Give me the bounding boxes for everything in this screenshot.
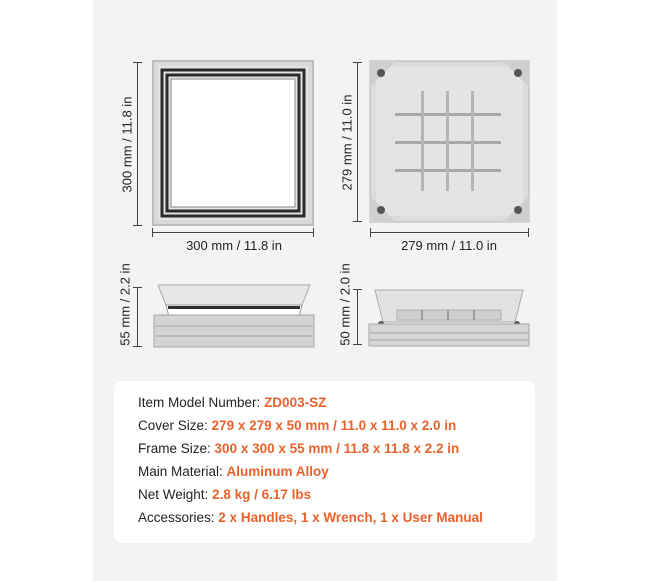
cover-side-view-image <box>369 286 529 346</box>
spec-net-weight <box>138 487 311 502</box>
dimension-tick <box>133 225 142 226</box>
spec-value: 2.8 kg / 6.17 lbs <box>212 487 312 502</box>
spec-label: Cover Size: <box>138 418 208 433</box>
dimension-tick <box>133 287 142 288</box>
cover-depth-dimension-line <box>357 289 358 345</box>
frame-height-dimension-line <box>137 62 138 226</box>
spec-label: Net Weight: <box>138 487 209 502</box>
dimension-tick <box>353 289 362 290</box>
spec-label: Item Model Number: <box>138 395 261 410</box>
spec-accessories <box>138 510 483 525</box>
dimension-tick <box>313 228 314 237</box>
dimension-tick <box>353 221 362 222</box>
spec-cover-size <box>138 418 456 433</box>
spec-value: Aluminum Alloy <box>226 464 329 479</box>
spec-label: Frame Size: <box>138 441 211 456</box>
dimension-tick <box>528 228 529 237</box>
frame-width-dimension-line <box>152 232 314 233</box>
cover-height-dimension-line <box>357 62 358 222</box>
frame-side-view-image <box>154 285 314 347</box>
frame-top-view-image <box>152 60 314 226</box>
spec-label: Accessories: <box>138 510 215 525</box>
spec-frame-size <box>138 441 459 456</box>
cover-height-label: 279 mm / 11.0 in <box>339 94 355 191</box>
spec-value: 300 x 300 x 55 mm / 11.8 x 11.8 x 2.2 in <box>214 441 460 456</box>
dimension-tick <box>133 62 142 63</box>
frame-height-label: 300 mm / 11.8 in <box>119 96 135 193</box>
specifications-card <box>114 381 535 543</box>
cover-top-view-image <box>370 61 529 222</box>
dimension-tick <box>152 228 153 237</box>
spec-value: 2 x Handles, 1 x Wrench, 1 x User Manual <box>218 510 483 525</box>
dimension-tick <box>370 228 371 237</box>
cover-width-dimension-line <box>370 232 529 233</box>
spec-value: 279 x 279 x 50 mm / 11.0 x 11.0 x 2.0 in <box>211 418 457 433</box>
cover-width-label: 279 mm / 11.0 in <box>401 238 497 253</box>
dimension-tick <box>133 346 142 347</box>
frame-depth-dimension-line <box>137 287 138 347</box>
spec-label: Main Material: <box>138 464 223 479</box>
cover-depth-label: 50 mm / 2.0 in <box>337 263 353 346</box>
dimension-tick <box>353 344 362 345</box>
dimension-tick <box>353 62 362 63</box>
spec-model-number <box>138 395 326 410</box>
frame-width-label: 300 mm / 11.8 in <box>186 238 282 253</box>
spec-value: ZD003-SZ <box>264 395 327 410</box>
spec-main-material <box>138 464 329 479</box>
frame-depth-label: 55 mm / 2.2 in <box>117 263 133 346</box>
